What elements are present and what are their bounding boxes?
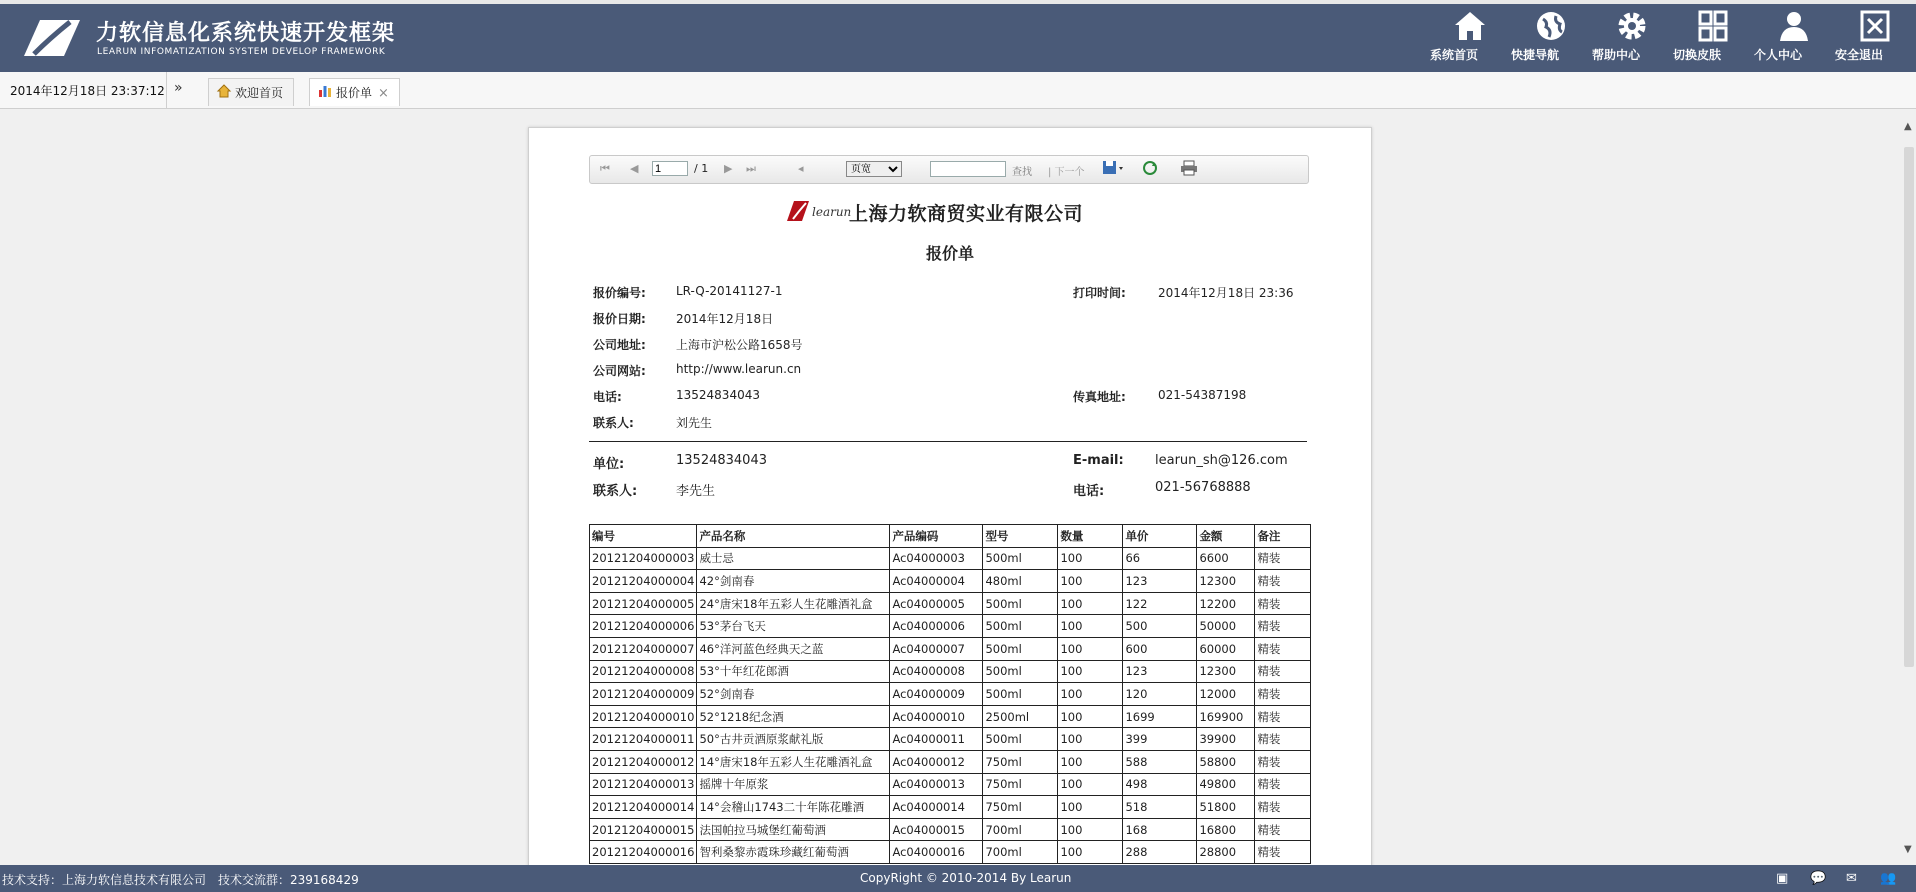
divider [166, 72, 167, 108]
table-cell: 20121204000004 [590, 570, 697, 593]
table-cell: Ac04000006 [890, 615, 983, 638]
table-cell: 288 [1123, 841, 1197, 864]
table-cell: 精装 [1255, 547, 1311, 570]
table-row [590, 841, 1311, 864]
table-cell: 精装 [1255, 705, 1311, 728]
table-cell: 100 [1058, 841, 1123, 864]
table-cell: 100 [1058, 750, 1123, 773]
table-cell: 500ml [983, 592, 1058, 615]
table-cell: 精装 [1255, 796, 1311, 819]
table-cell: 39900 [1197, 728, 1255, 751]
table-cell: Ac04000014 [890, 796, 983, 819]
table-cell: 智利桑黎赤霞珠珍藏红葡萄酒 [697, 841, 890, 864]
report-toolbar [589, 155, 1309, 184]
website-value: http://www.learun.cn [676, 362, 802, 376]
table-cell: 精装 [1255, 615, 1311, 638]
next-page-icon[interactable]: ▶ [724, 162, 733, 175]
table-cell: 52°剑南春 [697, 683, 890, 706]
content-area [0, 109, 1916, 865]
logo-text: learun [812, 205, 852, 219]
nav-profile-button[interactable] [1754, 10, 1834, 66]
table-cell: 500ml [983, 637, 1058, 660]
quote-table [589, 524, 1311, 864]
contact-value: 刘先生 [676, 416, 713, 430]
table-cell: 60000 [1197, 637, 1255, 660]
table-cell: 威士忌 [697, 547, 890, 570]
table-cell: 法国帕拉马城堡红葡萄酒 [697, 818, 890, 841]
table-cell: 精装 [1255, 683, 1311, 706]
table-cell: 20121204000007 [590, 637, 697, 660]
table-cell: 100 [1058, 660, 1123, 683]
table-cell: 168 [1123, 818, 1197, 841]
table-cell: 500ml [983, 547, 1058, 570]
tab-close-icon[interactable]: × [378, 86, 389, 101]
user-status-icon[interactable]: 👥 [1880, 871, 1897, 886]
table-cell: Ac04000016 [890, 841, 983, 864]
top-border [0, 0, 1916, 4]
table-cell: 100 [1058, 637, 1123, 660]
find-next-button[interactable]: | 下一个 [1048, 167, 1085, 178]
table-cell: Ac04000007 [890, 637, 983, 660]
website-label: 公司网站: [593, 364, 646, 378]
table-cell: 700ml [983, 841, 1058, 864]
table-cell: 52°1218纪念酒 [697, 705, 890, 728]
tab-quote-label: 报价单 [336, 86, 373, 100]
table-cell: 100 [1058, 615, 1123, 638]
scroll-thumb[interactable] [1904, 147, 1914, 667]
table-cell: 14°会稽山1743二十年陈花雕酒 [697, 796, 890, 819]
client-contact-value: 李先生 [676, 484, 716, 499]
table-cell: 600 [1123, 637, 1197, 660]
report-title: 报价单 [925, 244, 974, 263]
quote-no-value: LR-Q-20141127-1 [676, 284, 783, 298]
table-cell: 46°洋河蓝色经典天之蓝 [697, 637, 890, 660]
table-cell: 123 [1123, 570, 1197, 593]
nav-help-label: 帮助中心 [1592, 48, 1641, 62]
nav-shortcut-label: 快捷导航 [1511, 48, 1560, 62]
table-body [590, 547, 1311, 863]
mail-icon[interactable]: ✉ [1846, 871, 1857, 886]
table-cell: 498 [1123, 773, 1197, 796]
tab-quote[interactable] [309, 78, 400, 106]
table-cell: Ac04000003 [890, 547, 983, 570]
table-cell: Ac04000011 [890, 728, 983, 751]
nav-home-label: 系统首页 [1430, 48, 1479, 62]
find-input[interactable] [930, 161, 1006, 177]
user-icon [1777, 10, 1811, 42]
table-row [590, 570, 1311, 593]
table-cell: 精装 [1255, 818, 1311, 841]
learun-logo-icon [10, 16, 82, 58]
table-cell: 500ml [983, 728, 1058, 751]
table-cell: 588 [1123, 750, 1197, 773]
table-cell: 750ml [983, 796, 1058, 819]
table-cell: 20121204000016 [590, 841, 697, 864]
table-cell: 66 [1123, 547, 1197, 570]
table-cell: 12300 [1197, 570, 1255, 593]
home-icon [1453, 10, 1487, 42]
table-cell: Ac04000004 [890, 570, 983, 593]
copyright-text: CopyRight © 2010-2014 By Learun [860, 871, 1072, 885]
quote-date-label: 报价日期: [593, 312, 646, 326]
table-cell: 2500ml [983, 705, 1058, 728]
table-cell: 精装 [1255, 592, 1311, 615]
globe-icon [1534, 10, 1568, 42]
client-contact-label: 联系人: [593, 484, 638, 499]
table-row [590, 728, 1311, 751]
table-cell: 20121204000008 [590, 660, 697, 683]
app-footer [0, 865, 1916, 892]
quote-date-value: 2014年12月18日 [676, 312, 774, 326]
table-cell: 122 [1123, 592, 1197, 615]
table-row [590, 683, 1311, 706]
tab-welcome-label: 欢迎首页 [235, 86, 284, 100]
refresh-icon[interactable] [1142, 160, 1158, 179]
export-icon[interactable] [1102, 160, 1124, 179]
table-cell: 精装 [1255, 570, 1311, 593]
fax-value: 021-54387198 [1158, 388, 1247, 402]
table-cell: 50°古井贡酒原浆献礼版 [697, 728, 890, 751]
table-cell: 169900 [1197, 705, 1255, 728]
table-cell: 500ml [983, 660, 1058, 683]
phone-label: 电话: [593, 390, 622, 404]
zoom-select[interactable] [846, 161, 902, 177]
table-cell: 20121204000013 [590, 773, 697, 796]
table-cell: 399 [1123, 728, 1197, 751]
table-cell: 20121204000009 [590, 683, 697, 706]
column-header: 编号 [590, 525, 697, 548]
first-page-icon[interactable]: ⏮ [600, 162, 610, 175]
table-cell: 精装 [1255, 728, 1311, 751]
fax-label: 传真地址: [1073, 390, 1126, 404]
table-header-row [590, 525, 1311, 548]
table-cell: 49800 [1197, 773, 1255, 796]
company-name: 上海力软商贸实业有限公司 [849, 203, 1084, 225]
brand-subtitle: LEARUN INFOMATIZATION SYSTEM DEVELOP FRAMEWORK [97, 47, 386, 57]
nav-skin-button[interactable] [1673, 10, 1753, 66]
table-cell: 精装 [1255, 660, 1311, 683]
company-logo [785, 199, 852, 226]
table-cell: 100 [1058, 547, 1123, 570]
client-unit-label: 单位: [593, 457, 625, 472]
gear-icon [1615, 10, 1649, 42]
client-phone-value: 021-56768888 [1155, 480, 1251, 495]
table-row [590, 750, 1311, 773]
table-cell: 100 [1058, 683, 1123, 706]
table-cell: 16800 [1197, 818, 1255, 841]
table-cell: Ac04000005 [890, 592, 983, 615]
table-cell: Ac04000013 [890, 773, 983, 796]
table-cell: Ac04000012 [890, 750, 983, 773]
table-cell: 100 [1058, 796, 1123, 819]
nav-logout-button[interactable] [1835, 10, 1915, 66]
table-cell: Ac04000010 [890, 705, 983, 728]
contact-label: 联系人: [593, 416, 634, 430]
tab-bar [0, 72, 1916, 109]
table-cell: 750ml [983, 773, 1058, 796]
table-row [590, 637, 1311, 660]
table-cell: 20121204000015 [590, 818, 697, 841]
table-row [590, 660, 1311, 683]
table-cell: 500ml [983, 683, 1058, 706]
table-cell: Ac04000008 [890, 660, 983, 683]
table-cell: 28800 [1197, 841, 1255, 864]
table-cell: 120 [1123, 683, 1197, 706]
home-small-icon [217, 80, 231, 108]
phone-value: 13524834043 [676, 388, 760, 402]
table-cell: 100 [1058, 705, 1123, 728]
table-cell: 20121204000005 [590, 592, 697, 615]
table-cell: 42°剑南春 [697, 570, 890, 593]
table-cell: 100 [1058, 773, 1123, 796]
nav-logout-label: 安全退出 [1835, 48, 1884, 62]
clock-display: 2014年12月18日 23:37:12 [10, 84, 165, 98]
table-cell: 12300 [1197, 660, 1255, 683]
brand-title: 力软信息化系统快速开发框架 [96, 21, 396, 46]
print-time-label: 打印时间: [1073, 286, 1126, 300]
table-cell: 53°十年红花郎酒 [697, 660, 890, 683]
table-cell: 20121204000010 [590, 705, 697, 728]
table-row [590, 796, 1311, 819]
table-cell: Ac04000015 [890, 818, 983, 841]
table-cell: 12200 [1197, 592, 1255, 615]
table-cell: 20121204000012 [590, 750, 697, 773]
prev-page-icon[interactable]: ◀ [630, 162, 639, 175]
table-row [590, 705, 1311, 728]
address-label: 公司地址: [593, 338, 646, 352]
contact-card-icon[interactable]: ▣ [1776, 871, 1789, 886]
table-cell: 20121204000003 [590, 547, 697, 570]
print-time-value: 2014年12月18日 23:36 [1158, 286, 1294, 300]
table-cell: 58800 [1197, 750, 1255, 773]
table-row [590, 615, 1311, 638]
table-cell: 精装 [1255, 841, 1311, 864]
column-header: 型号 [983, 525, 1058, 548]
column-header: 金额 [1197, 525, 1255, 548]
table-cell: 500 [1123, 615, 1197, 638]
table-cell: 摇牌十年原浆 [697, 773, 890, 796]
column-header: 产品名称 [697, 525, 890, 548]
nav-shortcut-button[interactable] [1511, 10, 1591, 66]
column-header: 备注 [1255, 525, 1311, 548]
table-cell: 1699 [1123, 705, 1197, 728]
back-icon[interactable]: ◂ [798, 162, 804, 175]
scroll-up-icon[interactable]: ▲ [1904, 121, 1912, 132]
table-cell: 750ml [983, 750, 1058, 773]
table-cell: 100 [1058, 818, 1123, 841]
table-cell: Ac04000009 [890, 683, 983, 706]
column-header: 数量 [1058, 525, 1123, 548]
table-cell: 20121204000014 [590, 796, 697, 819]
nav-help-button[interactable] [1592, 10, 1672, 66]
app-header [0, 0, 1916, 72]
column-header: 产品编码 [890, 525, 983, 548]
table-row [590, 592, 1311, 615]
table-cell: 518 [1123, 796, 1197, 819]
table-cell: 24°唐宋18年五彩人生花雕酒礼盒 [697, 592, 890, 615]
expand-tabs-button[interactable]: » [174, 80, 183, 96]
table-row [590, 818, 1311, 841]
nav-skin-label: 切换皮肤 [1673, 48, 1722, 62]
client-email-label: E-mail: [1073, 453, 1124, 468]
page-number-input[interactable] [652, 161, 688, 176]
report-page [528, 127, 1372, 889]
grid-icon [1696, 10, 1730, 42]
table-cell: 51800 [1197, 796, 1255, 819]
quote-no-label: 报价编号: [593, 286, 646, 300]
chat-icon[interactable]: 💬 [1810, 871, 1827, 886]
table-cell: 100 [1058, 570, 1123, 593]
table-cell: 123 [1123, 660, 1197, 683]
table-cell: 700ml [983, 818, 1058, 841]
last-page-icon[interactable]: ⏭ [746, 162, 756, 175]
tab-welcome[interactable] [208, 78, 294, 106]
scroll-down-icon[interactable]: ▼ [1904, 844, 1912, 855]
table-cell: 精装 [1255, 773, 1311, 796]
client-unit-value: 13524834043 [676, 453, 767, 468]
find-button[interactable]: 查找 [1012, 167, 1032, 178]
vertical-scrollbar[interactable] [1902, 121, 1916, 855]
table-cell: 12000 [1197, 683, 1255, 706]
client-email-value: learun_sh@126.com [1155, 453, 1288, 468]
column-header: 单价 [1123, 525, 1197, 548]
table-cell: 20121204000011 [590, 728, 697, 751]
support-text: 技术支持：上海力软信息技术有限公司 技术交流群：239168429 [2, 873, 359, 887]
divider [589, 441, 1307, 442]
table-cell: 100 [1058, 728, 1123, 751]
table-cell: 50000 [1197, 615, 1255, 638]
address-value: 上海市沪松公路1658号 [676, 338, 803, 352]
table-cell: 6600 [1197, 547, 1255, 570]
table-row [590, 773, 1311, 796]
nav-profile-label: 个人中心 [1754, 48, 1803, 62]
table-row [590, 547, 1311, 570]
close-box-icon [1858, 10, 1892, 42]
table-cell: 100 [1058, 592, 1123, 615]
chart-icon [318, 80, 332, 108]
table-cell: 53°茅台飞天 [697, 615, 890, 638]
print-icon[interactable] [1180, 160, 1198, 179]
nav-home-button[interactable] [1430, 10, 1510, 66]
table-cell: 500ml [983, 615, 1058, 638]
client-phone-label: 电话: [1073, 484, 1105, 499]
page-total: / 1 [694, 162, 709, 175]
table-cell: 精装 [1255, 637, 1311, 660]
table-cell: 精装 [1255, 750, 1311, 773]
table-cell: 20121204000006 [590, 615, 697, 638]
table-cell: 480ml [983, 570, 1058, 593]
table-cell: 14°唐宋18年五彩人生花雕酒礼盒 [697, 750, 890, 773]
